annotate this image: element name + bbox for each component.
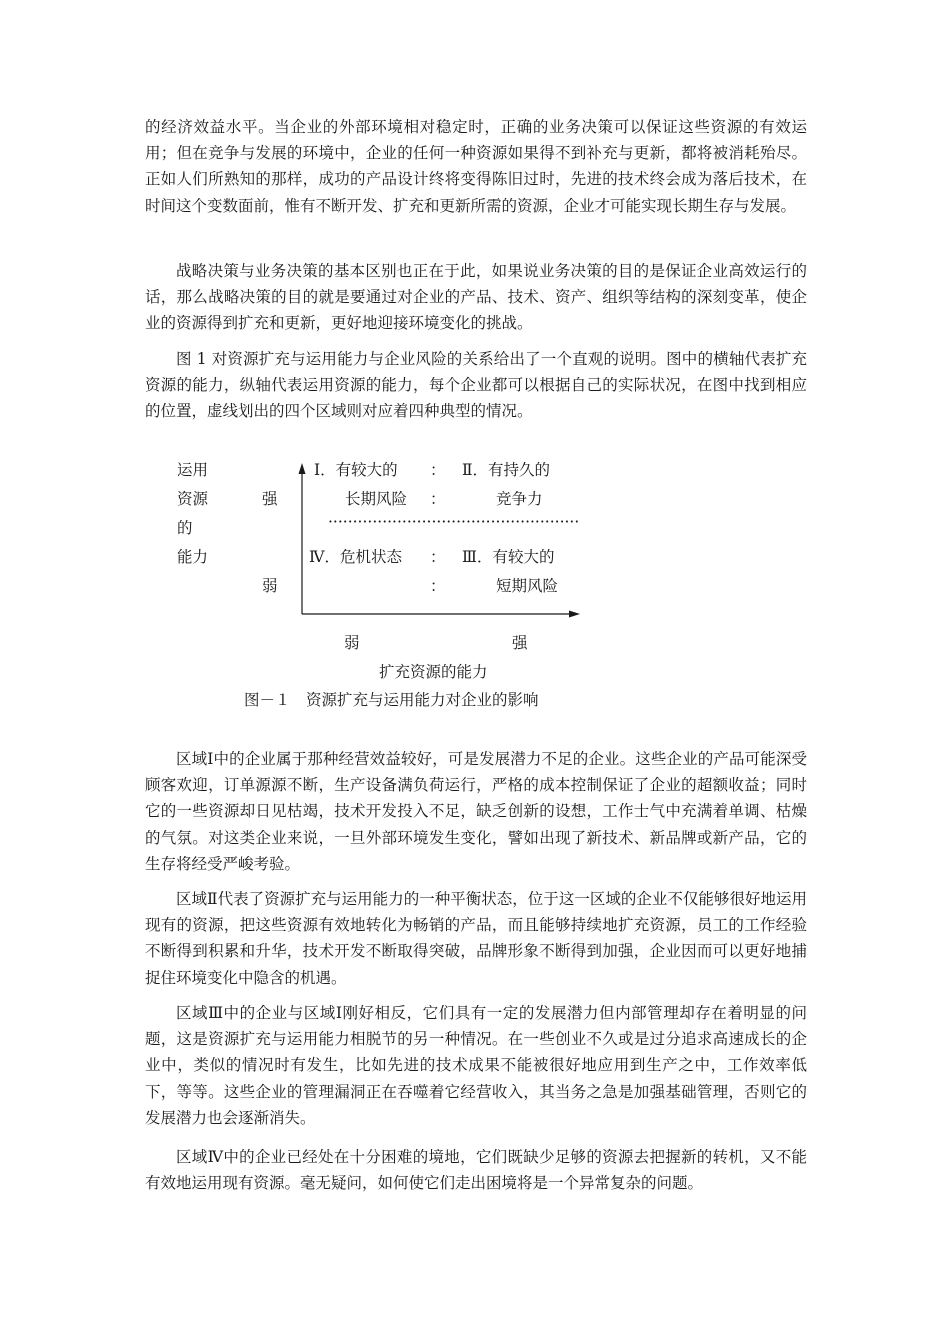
y-axis-weak: 弱 xyxy=(262,577,278,595)
x-axis-strong: 强 xyxy=(512,634,528,652)
quadrant-3-title: Ⅲ．有较大的 xyxy=(462,548,555,566)
quadrant-1-desc: 长期风险 xyxy=(345,490,408,508)
paragraph-region-3: 区域Ⅲ中的企业与区域Ⅰ刚好相反，它们具有一定的发展潜力但内部管理却存在着明显的问题，这是资源扩充与运用能力相脱节的另一种情况。在一些创业不久或是过分追求高速成长的企业中，类似的情况时有发生，比如先进的技术成果不能被很好地应用到生产之中，工作效率低下，等等。这些企业的管理漏洞正在吞噬着它经营收入，其当务之急是加强基础管理，否则它的发展潜力也会逐渐消失。 xyxy=(145,1004,807,1127)
divider-colon-1: ： xyxy=(430,461,446,479)
paragraph-region-1: 区域Ⅰ中的企业属于那种经营效益较好，可是发展潜力不足的企业。这些企业的产品可能深受顾客欢迎，订单源源不断，生产设备满负荷运行，严格的成本控制保证了企业的超额收益；同时它的一些资源却日见枯竭，技术开发投入不足，缺乏创新的设想，工作士气中充满着单调、枯燥的气氛。对这类企业来说，一旦外部环境发生变化，譬如出现了新技术、新品牌或新产品，它的生存将经受严峻考验。 xyxy=(145,750,807,873)
paragraph-strategy-vs-business: 战略决策与业务决策的基本区别也正在于此，如果说业务决策的目的是保证企业高效运行的话，那么战略决策的目的就是要通过对企业的产品、技术、资产、组织等结构的深刻变革，使企业的资源得到扩充和更新，更好地迎接环境变化的挑战。 xyxy=(145,262,807,333)
x-axis-arrow xyxy=(569,611,580,618)
paragraph-region-2: 区域Ⅱ代表了资源扩充与运用能力的一种平衡状态，位于这一区域的企业不仅能够很好地运用现有的资源，把这些资源有效地转化为畅销的产品，而且能够持续地扩充资源，员工的工作经验不断得到积累和升华，技术开发不断取得突破，品牌形象不断得到加强，企业因而可以更好地捕捉住环境变化中隐含的机遇。 xyxy=(145,890,807,987)
paragraph-figure-intro: 图 1 对资源扩充与运用能力与企业风险的关系给出了一个直观的说明。图中的横轴代表扩充资源的能力，纵轴代表运用资源的能力，每个企业都可以根据自己的实际状况，在图中找到相应的位置，虚线划出的四个区域则对应着四种典型的情况。 xyxy=(145,350,807,421)
horizontal-dotted-divider xyxy=(328,512,578,532)
quadrant-4-title: Ⅳ．危机状态 xyxy=(309,548,402,566)
quadrant-1-title: Ⅰ．有较大的 xyxy=(314,461,398,479)
divider-colon-2: ： xyxy=(430,490,446,508)
y-axis-strong: 强 xyxy=(262,490,278,508)
paragraph-region-4: 区域Ⅳ中的企业已经处在十分困难的境地，它们既缺少足够的资源去把握新的转机，又不能有效地运用现有资源。毫无疑问，如何使它们走出困境将是一个异常复杂的问题。 xyxy=(145,1148,807,1193)
y-axis-label-4: 能力 xyxy=(177,548,209,566)
figure-caption: 图－１ 资源扩充与运用能力对企业的影响 xyxy=(244,691,539,709)
y-axis-label-3: 的 xyxy=(177,519,193,537)
x-axis-label: 扩充资源的能力 xyxy=(379,663,488,681)
paragraph-continuation: 的经济效益水平。当企业的外部环境相对稳定时，正确的业务决策可以保证这些资源的有效运用；但在竞争与发展的环境中，企业的任何一种资源如果得不到补充与更新，都将被消耗殆尽。正如人们所熟知的那样，成功的产品设计终将变得陈旧过时，先进的技术终会成为落后技术，在时间这个变数面前，惟有不断开发、扩充和更新所需的资源，企业才可能实现长期生存与发展。 xyxy=(145,118,807,215)
quadrant-2-title: Ⅱ．有持久的 xyxy=(462,461,551,479)
quadrant-3-desc: 短期风险 xyxy=(496,577,559,595)
divider-colon-4: ： xyxy=(430,577,446,595)
y-axis-arrow xyxy=(299,463,306,474)
y-axis-label-1: 运用 xyxy=(177,461,209,479)
y-axis-label-2: 资源 xyxy=(177,490,209,508)
quadrant-2-desc: 竞争力 xyxy=(496,490,543,508)
divider-colon-3: ： xyxy=(430,548,446,566)
x-axis-weak: 弱 xyxy=(344,634,360,652)
